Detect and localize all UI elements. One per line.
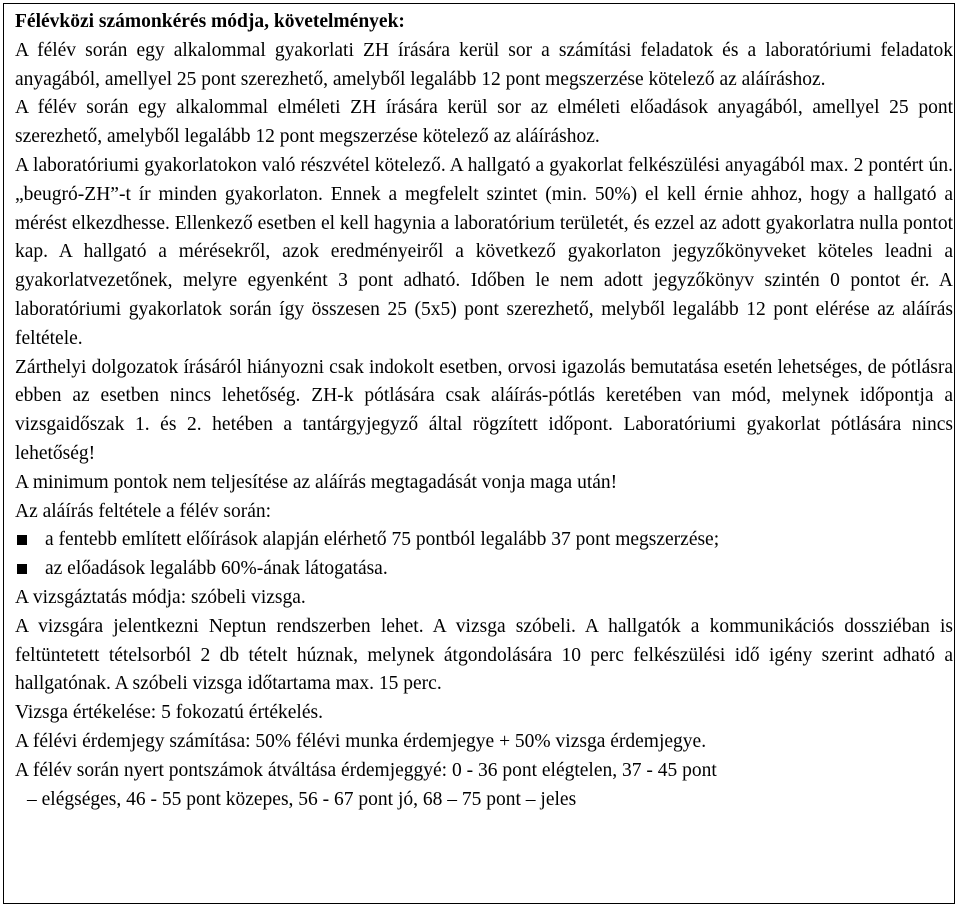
practical-zh-paragraph: A félév során egy alkalommal gyakorlati ZH írására kerül sor a számítási feladatok és a laboratóriumi feladatok anyagából, amellyel 25 pont szerezhető, amelyből legalább 12 pont megszerzése kötelező az aláíráshoz. <box>15 39 953 90</box>
makeup-rules-paragraph: Zárthelyi dolgozatok írásáról hiányozni csak indokolt esetben, orvosi igazolás bemutatása esetén lehetséges, de pótlásra ebben az esetben nincs lehetőség. ZH-k pótlására csak aláírás-pótlás keretében van mód, melynek időpontja a vizsgaidőszak 1. és 2. hetében a tantárgyjegyző által rögzített időpont. Laboratóriumi gyakorlat pótlására nincs lehetőség! <box>15 356 953 464</box>
list-item <box>15 526 953 555</box>
condition-text: az előadások legalább 60%-ának látogatása. <box>45 558 388 580</box>
exam-description: A vizsgára jelentkezni Neptun rendszerben lehet. A vizsga szóbeli. A hallgatók a kommunikációs dossziéban is feltüntetett tételsorból 2 db tételt húznak, melynek átgondolására 10 perc felkészülési idő igény szerint adható a hallgatónak. A szóbeli vizsga időtartama max. 15 perc. <box>15 615 953 695</box>
exam-evaluation: Vizsga értékelése: 5 fokozatú értékelés. <box>15 702 323 724</box>
signature-conditions-intro: Az aláírás feltétele a félév során: <box>15 500 272 522</box>
signature-conditions-list <box>15 526 953 584</box>
grade-conversion-line-1: A félév során nyert pontszámok átváltása érdemjeggyé: 0 - 36 pont elégtelen, 37 - 45 pont <box>15 759 717 781</box>
minimum-points-note: A minimum pontok nem teljesítése az aláírás megtagadását vonja maga után! <box>15 471 618 493</box>
grade-calculation: A félévi érdemjegy számítása: 50% félévi munka érdemjegye + 50% vizsga érdemjegye. <box>15 730 707 752</box>
square-bullet-icon <box>17 535 27 545</box>
document-frame <box>3 3 955 904</box>
section-heading: Félévközi számonkérés módja, követelmények: <box>15 11 405 32</box>
list-item <box>15 555 953 584</box>
square-bullet-icon <box>17 564 27 574</box>
document-body <box>15 8 953 814</box>
grade-conversion-line-2: – elégséges, 46 - 55 pont közepes, 56 - 67 pont jó, 68 – 75 pont – jeles <box>27 788 577 810</box>
exam-mode: A vizsgáztatás módja: szóbeli vizsga. <box>15 586 306 608</box>
condition-text: a fentebb említett előírások alapján elérhető 75 pontból legalább 37 pont megszerzése; <box>45 529 720 551</box>
lab-attendance-paragraph: A laboratóriumi gyakorlatokon való részvétel kötelező. A hallgató a gyakorlat felkészülési anyagából max. 2 pontért ún. „beugró-ZH”-t ír minden gyakorlaton. Ennek a megfelelt szintet (min. 50%) el kell érnie ahhoz, hogy a hallgató a mérést elkezdhesse. Ellenkező esetben el kell hagynia a laboratórium területét, és ezzel az adott gyakorlatra nulla pontot kap. A hallgató a mérésekről, azok eredményeiről a következő gyakorlaton jegyzőkönyveket köteles leadni a gyakorlatvezetőnek, melyre egyenként 3 pont adható. Időben le nem adott jegyzőkönyv szintén 0 pontot ér. A laboratóriumi gyakorlatok során így összesen 25 (5x5) pont szerezhető, melyből legalább 12 pont elérése az aláírás feltétele. <box>15 154 953 349</box>
theory-zh-paragraph: A félév során egy alkalommal elméleti ZH írására kerül sor az elméleti előadások anyagából, amellyel 25 pont szerezhető, amelyből legalább 12 pont megszerzése kötelező az aláíráshoz. <box>15 97 953 148</box>
